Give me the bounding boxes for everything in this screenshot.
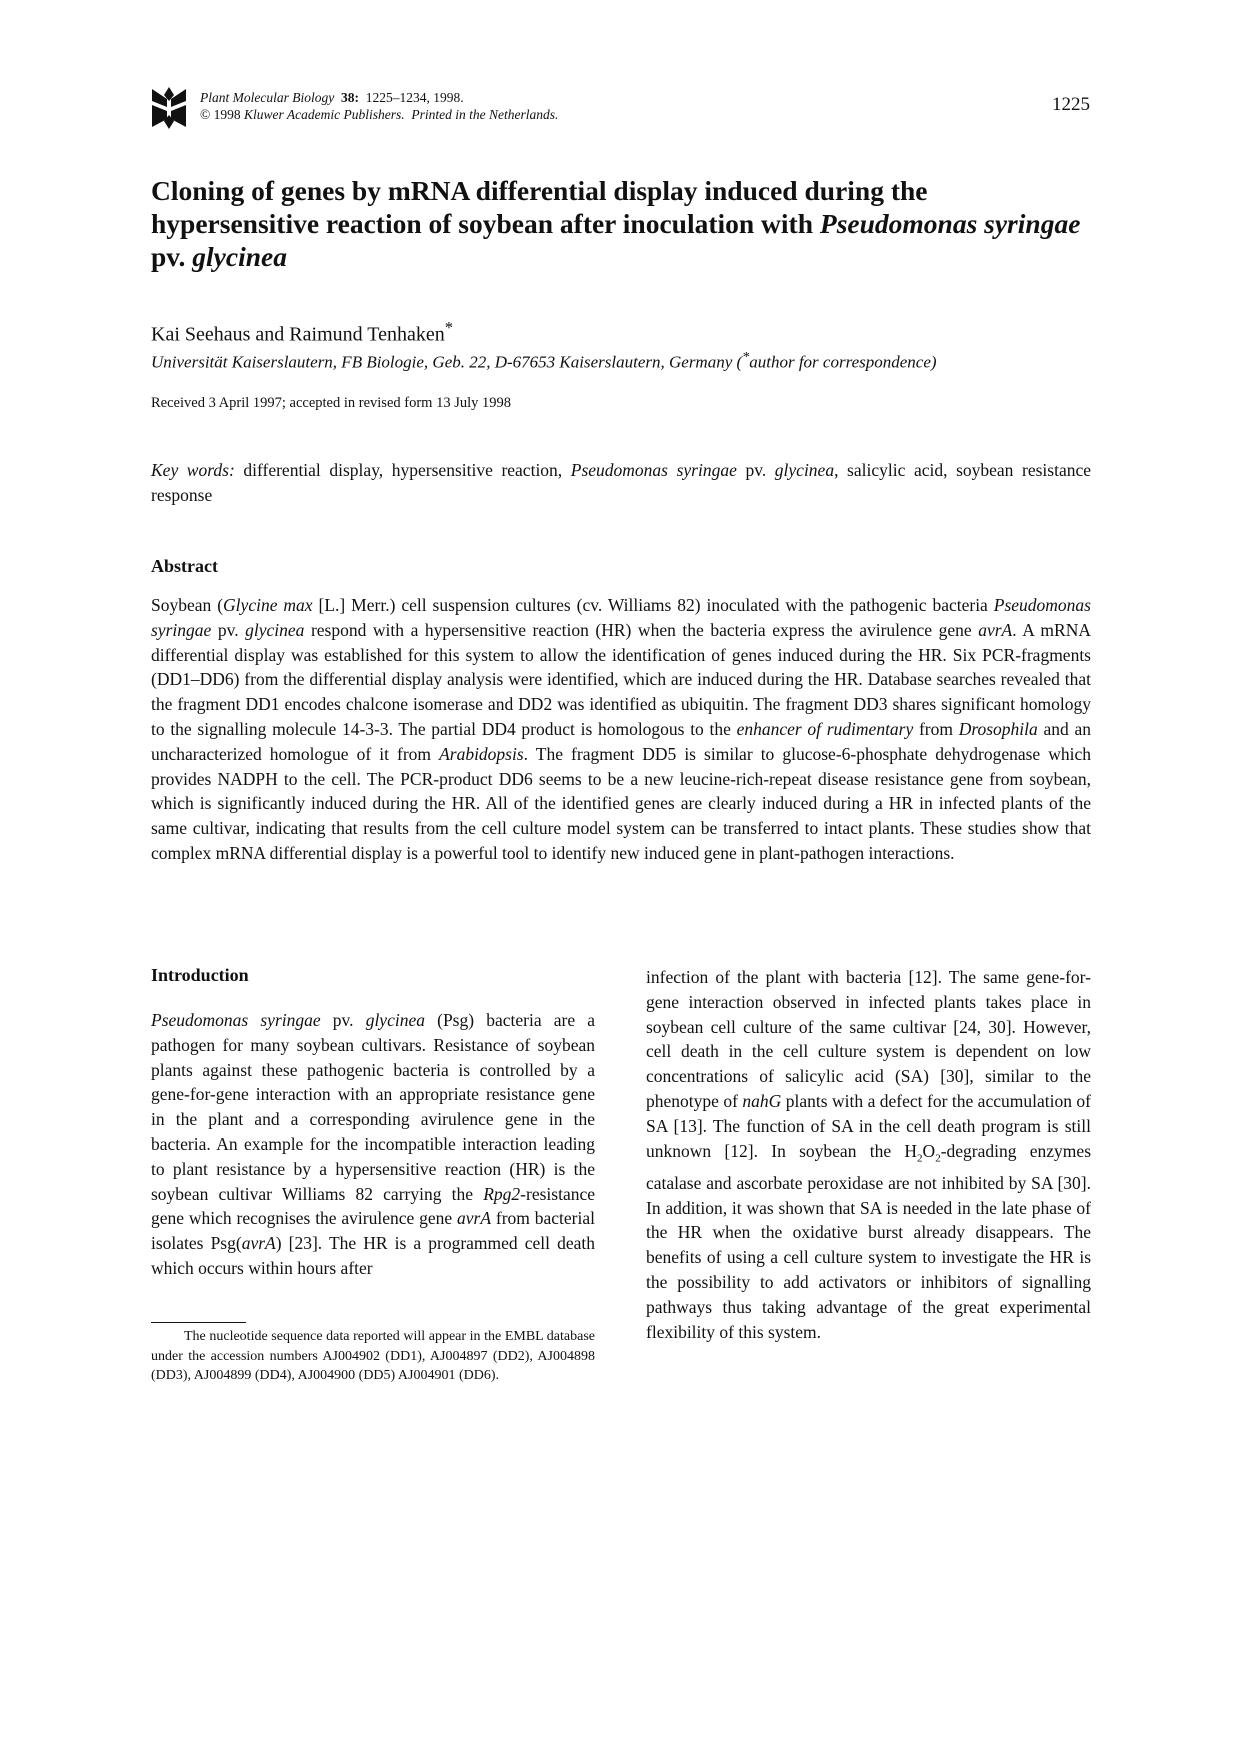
abstract-text: from [913, 718, 959, 739]
corresponding-marker: * [444, 318, 454, 337]
received-dates: Received 3 April 1997; accepted in revised form 13 July 1998 [151, 395, 511, 411]
title-pv: pv. [151, 241, 186, 272]
keywords-pv: pv. [745, 460, 767, 480]
intro-text: -degrading enzymes catalase and ascorbate peroxidase are not inhibited by SA [30]. In addition, it was shown that SA is needed in the late phase of the HR when the oxidative burst already disappears. The benefits of using a cell culture system to investigate the HR is the possibility to add activators or inhibitors of signalling pathways thus taking advantage of the great experimental flexibility of this system. [646, 1140, 1092, 1342]
journal-volume: 38: [340, 90, 359, 105]
keywords [151, 458, 1091, 508]
affiliation-marker: * [742, 349, 750, 365]
intro-italic: avrA [457, 1208, 492, 1229]
intro-text: (Psg) bacteria are a pathogen for many soybean cultivars. Resistance of soybean plants against these pathogenic bacteria is controlled by a gene-for-gene interaction with an appropriate resistance gene in the plant and a corresponding avirulence gene in the bacteria. An example for the incompatible interaction leading to plant resistance by a hypersensitive reaction (HR) is the soybean cultivar Williams 82 carrying the [151, 1010, 596, 1204]
abstract-text: . A mRNA differential display was established for this system to allow the identification of genes induced during the HR. Six PCR-fragments (DD1–DD6) from the differential display analysis were identified, which are induced during the HR. Database searches revealed that the fragment DD1 encodes chalcone isomerase and DD2 was identified as ubiquitin. The fragment DD3 shares significant homology to the signalling molecule 14-3-3. The partial DD4 product is homologous to the [151, 619, 1091, 739]
abstract-text: and an uncharacterized homologue of it from [151, 718, 1091, 764]
affiliation-text: Universität Kaiserslautern, FB Biologie, Geb. 22, D-67653 Kaiserslautern, Germany ( [151, 352, 743, 372]
paper-title [151, 174, 1081, 273]
publisher-logo-icon [152, 87, 186, 129]
intro-text: O [922, 1140, 936, 1161]
title-text: Cloning of genes by mRNA differential display induced during the hypersensitive reaction of soybean after inoculation with [151, 175, 928, 239]
abstract-text: [L.] Merr.) cell suspension cultures (cv. Williams 82) inoculated with the pathogenic bacteria [312, 595, 994, 615]
intro-text: infection of the plant with bacteria [12]. The same gene-for-gene interaction observed in infected plants takes place in soybean cell culture of the same cultivar [24, 30]. However, cell death in the cell culture system is dependent on low concentrations of salicylic acid (SA) [30], similar to the phenotype of [646, 967, 1091, 1111]
footnote-divider [151, 1322, 246, 1323]
keywords-organism: Pseudomonas syringae [570, 460, 737, 480]
author-list [151, 318, 453, 347]
intro-subscript: 2 [935, 1152, 941, 1165]
journal-citation [200, 89, 558, 123]
author-names: Kai Seehaus and Raimund Tenhaken [151, 323, 445, 346]
keywords-text: differential display, hypersensitive reaction, [243, 460, 563, 480]
abstract-text: pv. [211, 619, 246, 640]
keywords-rest: , salicylic acid, soybean resistance response [151, 460, 1091, 505]
abstract-italic: Drosophila [958, 718, 1038, 739]
abstract-text: . The fragment DD5 is similar to glucose-6-phosphate dehydrogenase which provides NADPH to the cell. The PCR-product DD6 seems to be a new leucine-rich-repeat disease resistance gene from soybean, which is significantly induced during the HR. All of the identified genes are clearly induced during a HR in infected plants of the same cultivar, indicating that results from the cell culture model system can be transferred to intact plants. These studies show that complex mRNA differential display is a powerful tool to identify new induced gene in plant-pathogen interactions. [151, 743, 1092, 863]
intro-text: ) [23]. The HR is a programmed cell death which occurs within hours after [151, 1233, 595, 1278]
introduction-left-column [151, 1008, 595, 1281]
publisher-name: Kluwer Academic Publishers. [244, 107, 405, 122]
intro-text: -resistance gene which recognises the avirulence gene [151, 1183, 595, 1229]
abstract-italic: Glycine max [223, 595, 313, 615]
introduction-heading: Introduction [151, 965, 249, 985]
journal-pages: 1225–1234, 1998. [365, 90, 464, 105]
intro-subscript: 2 [917, 1152, 923, 1165]
title-organism: Pseudomonas syringae [819, 208, 1081, 239]
printed-location: Printed in the Netherlands. [411, 107, 559, 122]
footnote: The nucleotide sequence data reported will appear in the EMBL database under the accession numbers AJ004902 (DD1), AJ004897 (DD2), AJ004898 (DD3), AJ004899 (DD4), AJ004900 (DD5) AJ004901 (DD6). [151, 1329, 595, 1383]
affiliation-note: author for correspondence) [749, 352, 937, 372]
introduction-right-column [646, 965, 1091, 1344]
keywords-label: Key words: [151, 460, 235, 480]
keywords-pathovar: glycinea [774, 460, 835, 480]
abstract-italic: Arabidopsis [439, 743, 524, 764]
intro-italic: Pseudomonas syringae [151, 1010, 321, 1030]
abstract-text: Soybean ( [151, 595, 224, 615]
abstract-italic: glycinea [245, 619, 305, 640]
journal-name: Plant Molecular Biology [200, 90, 335, 105]
title-pathovar: glycinea [192, 241, 287, 272]
intro-italic: avrA [241, 1233, 276, 1254]
intro-italic: glycinea [365, 1010, 425, 1030]
abstract-text: respond with a hypersensitive reaction (HR) when the bacteria express the avirulence gene [304, 619, 979, 640]
intro-text: pv. [320, 1010, 366, 1030]
intro-italic: Rpg2 [483, 1183, 521, 1204]
abstract-italic: avrA [978, 619, 1013, 640]
abstract-body [151, 593, 1091, 866]
copyright-year: © 1998 [200, 107, 241, 122]
abstract-italic: Pseudomonas syringae [151, 595, 1091, 640]
abstract-heading: Abstract [151, 556, 218, 576]
affiliation [151, 349, 1096, 373]
intro-text: from bacterial isolates Psg( [151, 1208, 595, 1254]
intro-italic: nahG [742, 1090, 782, 1111]
abstract-italic: enhancer of rudimentary [736, 718, 914, 739]
intro-text: plants with a defect for the accumulation of SA [13]. The function of SA in the cell death program is still unknown [12]. In soybean the H [646, 1090, 1091, 1161]
page-number: 1225 [1052, 94, 1090, 115]
